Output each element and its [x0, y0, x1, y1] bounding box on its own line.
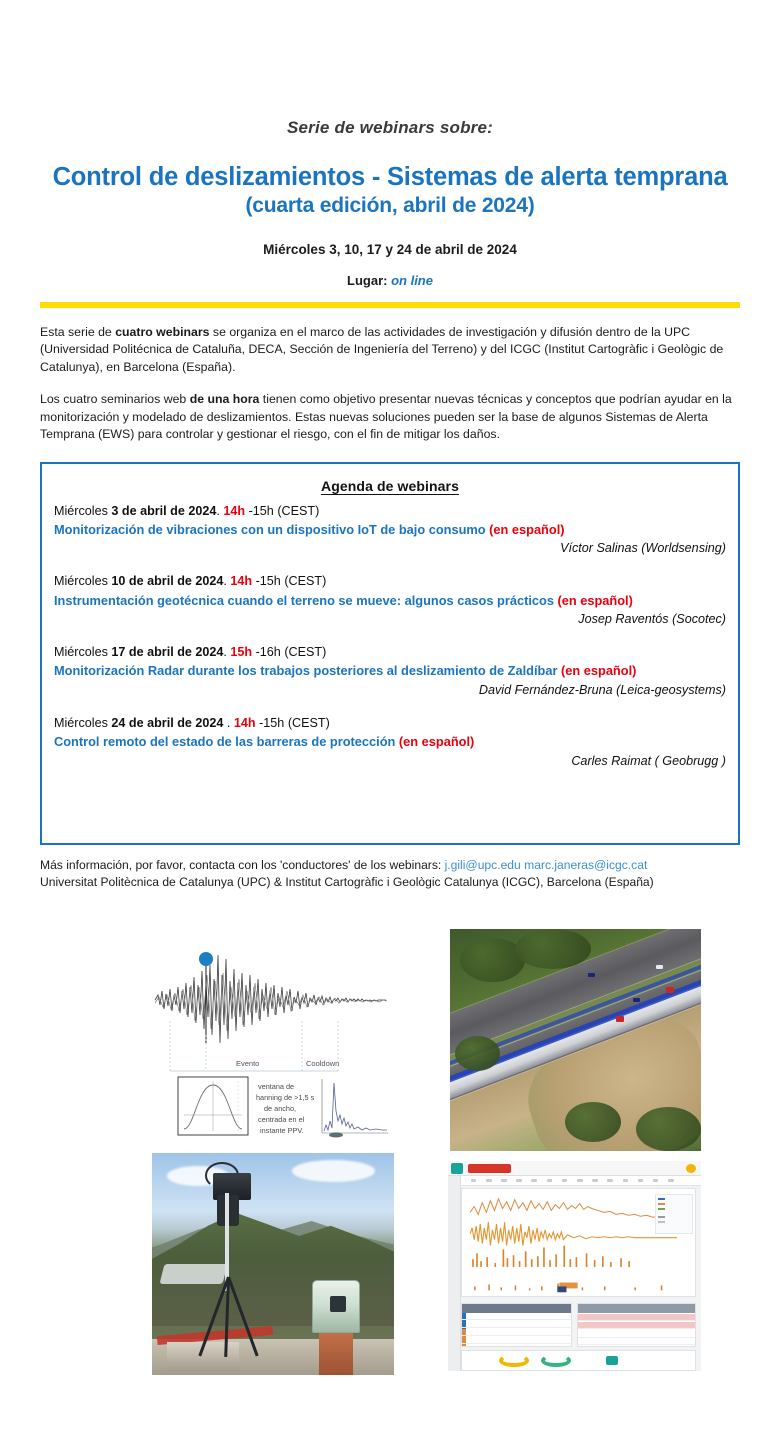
session-3-hour-rest: -16h (CEST): [252, 645, 327, 660]
agenda-title: Agenda de webinars: [321, 477, 459, 494]
spectrum-inset: [322, 1079, 388, 1138]
session-2-language: (en español): [557, 592, 633, 608]
session-1-date: 3 de abril de 2024: [111, 503, 217, 518]
waveform-label-cooldown: Cooldown: [306, 1059, 340, 1068]
dashboard-gauge-2: [541, 1354, 571, 1368]
ppv-marker-dot: [199, 952, 213, 966]
session-3-language: (en español): [561, 663, 637, 679]
session-1-day-prefix: Miércoles: [54, 503, 112, 518]
table-row[interactable]: [462, 1337, 571, 1344]
field-photo: [152, 1153, 394, 1375]
session-4-topic: [54, 733, 726, 752]
agenda-session-3: [54, 643, 726, 697]
session-3-hour-start: 15h: [230, 645, 253, 660]
page-title-line1: Control de deslizamientos - Sistemas de alerta temprana: [52, 163, 728, 191]
field-cloud-2: [292, 1160, 374, 1182]
note-line-5: instante PPV.: [260, 1126, 304, 1135]
dashboard-sidebar: [448, 1176, 461, 1371]
session-1-speaker: Víctor Salinas (Worldsensing): [560, 541, 726, 556]
kicker-text: Serie de webinars sobre:: [286, 118, 494, 137]
intro-p2-part-a: Los cuatro seminarios web: [40, 392, 190, 407]
session-2-topic-text: Instrumentación geotécnica cuando el terreno se mueve: algunos casos prácticos: [54, 592, 558, 608]
field-survey-pillar: [319, 1331, 353, 1375]
table-row[interactable]: [578, 1322, 695, 1329]
aerial-vehicle-3: [656, 965, 663, 969]
email-link-gili[interactable]: j.gili@upc.edu: [444, 857, 521, 872]
aerial-vehicle-1: [633, 998, 640, 1002]
session-2-speaker: Josep Raventós (Socotec): [578, 612, 726, 627]
table-row[interactable]: [462, 1313, 571, 1320]
aerial-vegetation-4: [565, 1102, 620, 1142]
aerial-vegetation-3: [455, 1036, 500, 1072]
session-4-topic-text: Control remoto del estado de las barreras de protección: [54, 734, 399, 750]
session-3-topic-text: Monitorización Radar durante los trabajos posteriores al deslizamiento de Zaldíbar: [54, 663, 562, 679]
session-2-date: 10 de abril de 2024: [111, 574, 224, 589]
dashboard-alert-tab: [468, 1164, 511, 1173]
aerial-vegetation-5: [636, 1107, 701, 1151]
field-total-station: [312, 1280, 360, 1333]
dashboard-chart-pane: [461, 1188, 696, 1297]
session-4-date: 24 de abril de 2024: [111, 715, 224, 730]
dashboard-selection-handle[interactable]: [557, 1287, 566, 1293]
agenda-session-2: [54, 572, 726, 626]
session-4-sep: .: [223, 715, 234, 730]
dashboard-table-right-header: [578, 1304, 695, 1313]
dashboard-legend: [655, 1194, 692, 1235]
dashboard-table-left[interactable]: [461, 1303, 572, 1347]
table-row[interactable]: [578, 1338, 695, 1345]
note-line-2: hanning de >1,5 s: [256, 1093, 315, 1102]
session-2-when: [54, 572, 726, 590]
table-row[interactable]: [578, 1314, 695, 1321]
aerial-vehicle-2: [588, 973, 595, 977]
seismic-trace: [155, 952, 387, 1043]
session-1-hour-start: 14h: [223, 503, 246, 518]
session-4-speaker: Carles Raimat ( Geobrugg ): [571, 753, 726, 768]
aerial-photo: [450, 929, 701, 1151]
intro-p2-bold: de una hora: [189, 392, 260, 407]
event-place: [40, 273, 740, 288]
table-row[interactable]: [462, 1329, 571, 1336]
session-1-language: (en español): [489, 521, 565, 537]
agenda-session-4: [54, 714, 726, 768]
intro-p1-part-c: se organiza en el marco de las actividades de investigación y difusión dentro de la UPC (Universidad Politécnica de Cataluña, DECA, Sección de Ingeniería del Terreno) y del ICGC (Institut Cartogràfic i Geològic de Catalunya), en Barcelona (España).: [40, 324, 724, 374]
email-link-janeras[interactable]: marc.janeras@icgc.cat: [524, 857, 648, 872]
session-2-hour-rest: -15h (CEST): [252, 574, 327, 589]
agenda-box: [40, 462, 740, 845]
waveform-label-evento: Evento: [236, 1059, 260, 1068]
session-3-day-prefix: Miércoles: [54, 645, 112, 660]
session-3-sep: .: [223, 645, 231, 660]
session-4-day-prefix: Miércoles: [54, 715, 112, 730]
aerial-marker-2: [666, 987, 674, 993]
page-title-line2: (cuarta edición, abril de 2024): [245, 194, 535, 218]
dashboard-gauges-panel: [461, 1350, 696, 1371]
waveform-svg: [150, 925, 393, 1143]
contact-block: [40, 857, 740, 892]
place-label: Lugar:: [347, 272, 388, 288]
session-2-sep: .: [223, 574, 231, 589]
session-2-topic: [54, 592, 726, 611]
intro-p1-part-a: Esta serie de: [40, 324, 116, 339]
image-gallery: [150, 925, 695, 1375]
field-total-station-lens: [330, 1296, 346, 1312]
intro-p1-bold: cuatro webinars: [115, 324, 210, 339]
aerial-vegetation-2: [515, 929, 590, 969]
agenda-session-1: [54, 502, 726, 556]
dashboard-table-right[interactable]: [577, 1303, 696, 1347]
waveform-figure: [150, 925, 393, 1143]
aerial-marker-1: [616, 1016, 624, 1022]
dashboard-table-left-header: [462, 1304, 571, 1313]
intro-p2-part-c: tienen como objetivo presentar nuevas técnicas y conceptos que podrían ayudar en la monitorización y modelado de deslizamientos. Estas nuevas soluciones pueden ser la base de algunos Sistemas de Alerta Temprana (EWS) para controlar y gestionar el riesgo, con el fin de mitigar los daños.: [40, 392, 732, 442]
session-2-day-prefix: Miércoles: [54, 574, 112, 589]
note-line-1: ventana de: [258, 1082, 295, 1091]
table-row[interactable]: [578, 1331, 695, 1338]
contact-line-2: Universitat Politècnica de Catalunya (UPC) & Institut Cartogràfic i Geològic Catalunya (ICGC), Barcelona (España): [40, 875, 654, 890]
dashboard-series-1: [470, 1199, 677, 1219]
session-3-when: [54, 643, 726, 661]
table-row[interactable]: [462, 1321, 571, 1328]
hanning-note: [256, 1082, 315, 1135]
dashboard-bars-1: [472, 1246, 630, 1267]
session-3-topic: [54, 662, 726, 681]
contact-prefix: Más información, por favor, contacta con los 'conductores' de los webinars:: [40, 857, 445, 872]
session-2-hour-start: 14h: [230, 574, 253, 589]
dashboard-screenshot: [448, 1161, 701, 1371]
session-1-hour-rest: -15h (CEST): [245, 503, 320, 518]
dashboard-gauge-1: [499, 1354, 529, 1368]
dashboard-series-2: [470, 1222, 677, 1245]
session-4-hour-start: 14h: [233, 715, 256, 730]
session-1-topic-text: Monitorización de vibraciones con un dispositivo IoT de bajo consumo: [54, 521, 490, 537]
page-title: [40, 162, 740, 219]
place-value: on line: [391, 272, 433, 288]
intro-paragraph-1: [40, 324, 740, 376]
hanning-window-inset: [178, 1077, 248, 1135]
note-line-4: centrada en el: [258, 1115, 305, 1124]
field-snow-patch: [159, 1264, 227, 1284]
dashboard-brand-mark: [606, 1356, 618, 1365]
yellow-divider: [40, 302, 740, 308]
note-line-3: de ancho,: [264, 1104, 297, 1113]
session-4-language: (en español): [398, 734, 475, 750]
session-1-when: [54, 502, 726, 520]
session-4-hour-rest: -15h (CEST): [255, 715, 330, 730]
event-dates: Miércoles 3, 10, 17 y 24 de abril de 2024: [263, 241, 517, 257]
session-1-sep: .: [216, 503, 224, 518]
session-3-date: 17 de abril de 2024: [111, 645, 224, 660]
dashboard-toolbar: [448, 1176, 701, 1187]
session-4-when: [54, 714, 726, 732]
session-1-topic: [54, 521, 726, 540]
dashboard-app-logo: [451, 1163, 464, 1174]
session-3-speaker: David Fernández-Bruna (Leica-geosystems): [478, 682, 726, 697]
contact-line-1: [40, 857, 740, 875]
intro-paragraph-2: [40, 391, 740, 443]
